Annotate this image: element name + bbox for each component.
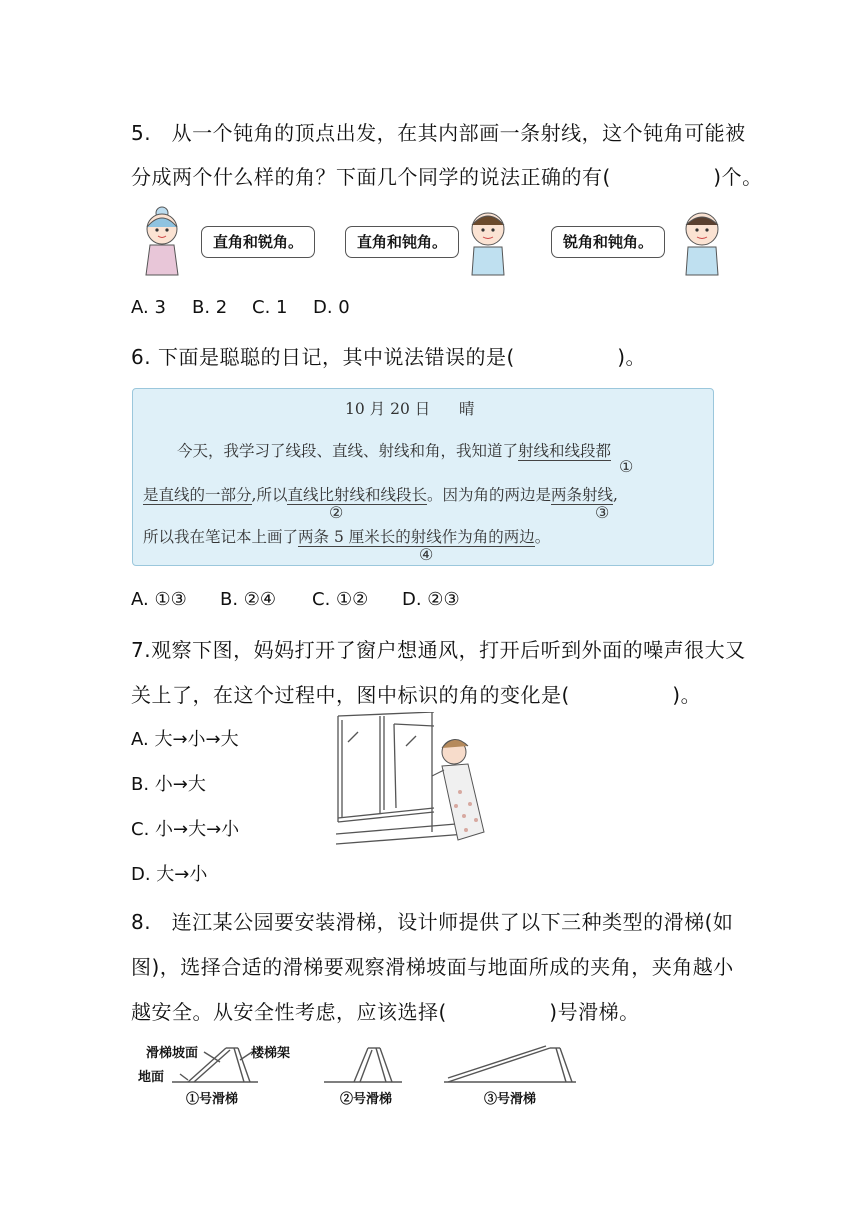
q5-option-d: D. 0 (313, 297, 350, 318)
q7-option-b: B. 小→大 (131, 774, 206, 795)
statement-3: 两条射线 (550, 486, 613, 504)
q7-option-c: C. 小→大→小 (131, 819, 240, 840)
statement-2: 直线比射线和线段长 (287, 486, 427, 504)
q5-option-a: A. 3 (131, 297, 166, 318)
diary-line-1: 今天，我学习了线段、直线、射线和角，我知道了射线和线段都 (177, 442, 612, 460)
q6-option-d: D. ②③ (402, 589, 460, 610)
q5-option-c: C. 1 (252, 297, 288, 318)
label-slide-2: ②号滑梯 (340, 1092, 393, 1107)
q8-line-3: 越安全。从安全性考虑，应该选择( )号滑梯。 (131, 1000, 640, 1024)
window-illustration (336, 712, 504, 848)
q7-option-a: A. 大→小→大 (131, 729, 239, 750)
diary-date: 10 月 20 日 (345, 400, 431, 418)
statement-1-part-b: 是直线的一部分 (143, 486, 252, 504)
q8-line-2: 图)，选择合适的滑梯要观察滑梯坡面与地面所成的夹角，夹角越小 (131, 955, 734, 979)
label-ladder: 楼梯架 (251, 1046, 291, 1061)
statement-1-part-a: 射线和线段都 (518, 442, 612, 460)
label-slide-1: ①号滑梯 (186, 1092, 239, 1107)
bubble-boy-2: 锐角和钝角。 (551, 226, 665, 258)
bubble-boy-1: 直角和钝角。 (345, 226, 459, 258)
q5-option-b: B. 2 (192, 297, 228, 318)
diary-weather: 晴 (459, 400, 475, 418)
marker-4: ④ (419, 545, 434, 564)
q8-line-1: 8. 连江某公园要安装滑梯，设计师提供了以下三种类型的滑梯(如 (131, 910, 734, 934)
label-slide-3: ③号滑梯 (484, 1092, 537, 1107)
q6-line-1: 6. 下面是聪聪的日记，其中说法错误的是( )。 (131, 345, 647, 369)
q7-line-1: 7.观察下图，妈妈打开了窗户想通风，打开后听到外面的噪声很大又 (131, 638, 746, 662)
q5-line-2: 分成两个什么样的角？下面几个同学的说法正确的有( )个。 (131, 165, 763, 189)
statement-4: 两条 5 厘米长的射线作为角的两边 (298, 528, 535, 546)
label-slope: 滑梯坡面 (146, 1046, 199, 1061)
q5-line-1: 5. 从一个钝角的顶点出发，在其内部画一条射线，这个钝角可能被 (131, 121, 746, 145)
diary-box (132, 388, 714, 566)
q6-option-a: A. ①③ (131, 589, 187, 610)
q6-option-b: B. ②④ (220, 589, 277, 610)
marker-1: ① (619, 457, 634, 476)
boy-1-illustration (462, 205, 514, 277)
boy-2-illustration (676, 205, 728, 277)
marker-2: ② (329, 503, 344, 522)
diary-line-3: 所以我在笔记本上画了两条 5 厘米长的射线作为角的两边。 (143, 528, 551, 546)
girl-illustration (138, 205, 186, 277)
q7-option-d: D. 大→小 (131, 864, 208, 885)
q6-option-c: C. ①② (312, 589, 369, 610)
bubble-girl: 直角和锐角。 (201, 226, 315, 258)
label-ground: 地面 (138, 1070, 165, 1085)
q7-line-2: 关上了，在这个过程中，图中标识的角的变化是( )。 (131, 683, 702, 707)
diary-line-2: 是直线的一部分,所以直线比射线和线段长。因为角的两边是两条射线, (143, 486, 618, 504)
marker-3: ③ (595, 503, 610, 522)
